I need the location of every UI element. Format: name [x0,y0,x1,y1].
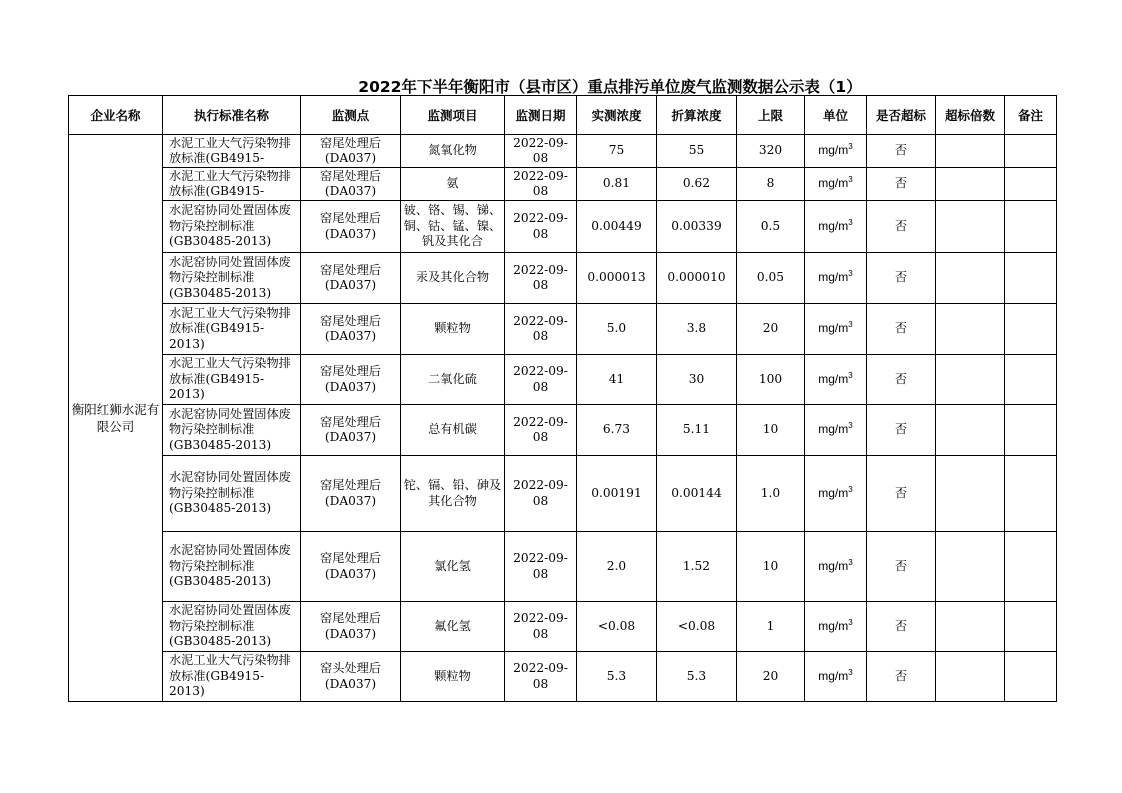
exceed-cell: 否 [867,456,936,532]
item-text: 铊、镉、铅、砷及其化合物 [403,478,502,508]
limit-cell: 8 [737,168,805,201]
unit-cell [805,253,867,304]
point-text: 窑尾处理后(DA037) [320,414,381,444]
item-cell [401,253,505,304]
date-cell: 2022-09-08 [505,168,577,201]
standard-text: 水泥窑协同处置固体废物污染控制标准(GB30485-2013) [169,406,291,452]
table-row [69,456,1057,532]
standard-cell [163,201,301,253]
limit-cell: 0.5 [737,201,805,253]
col-header-date: 监测日期 [505,96,577,135]
unit-text: mg/m [818,270,849,285]
limit-cell: 100 [737,355,805,405]
standard-text: 水泥窑协同处置固体废物污染控制标准(GB30485-2013) [169,203,291,249]
col-header-exceed: 是否超标 [867,96,936,135]
point-text: 窑头处理后(DA037) [320,661,381,691]
standard-cell [163,304,301,355]
standard-text: 水泥工业大气污染物排放标准(GB4915-2013) [169,305,291,351]
item-cell [401,168,505,201]
point-cell [301,405,401,456]
standard-text: 水泥窑协同处置固体废物污染控制标准(GB30485-2013) [169,603,291,649]
exceed-cell: 否 [867,602,936,652]
item-text: 氨 [446,176,459,191]
converted-cell: 30 [657,355,737,405]
unit-superscript: 3 [848,667,853,677]
col-header-measured: 实测浓度 [577,96,657,135]
item-text: 氯化氢 [434,558,471,573]
date-cell: 2022-09-08 [505,304,577,355]
col-header-standard: 执行标准名称 [163,96,301,135]
item-cell [401,456,505,532]
date-cell: 2022-09-08 [505,456,577,532]
limit-cell: 320 [737,135,805,168]
item-cell [401,135,505,168]
multiple-cell [936,405,1005,456]
standard-text: 水泥工业大气污染物排放标准(GB4915-2013) [169,356,291,402]
unit-superscript: 3 [848,269,853,279]
unit-superscript: 3 [848,421,853,431]
remark-cell [1005,253,1057,304]
unit-superscript: 3 [848,484,853,494]
unit-cell [805,602,867,652]
remark-cell [1005,456,1057,532]
company-name-cell: 衡阳红狮水泥有限公司 [69,135,163,702]
col-header-point: 监测点 [301,96,401,135]
unit-superscript: 3 [848,175,853,185]
date-cell: 2022-09-08 [505,201,577,253]
exceed-cell: 否 [867,355,936,405]
unit-superscript: 3 [848,320,853,330]
exceed-cell: 否 [867,168,936,201]
item-text: 汞及其化合物 [415,270,490,285]
exceed-cell: 否 [867,135,936,168]
item-text: 总有机碳 [428,422,477,437]
standard-text: 水泥工业大气污染物排放标准(GB4915- [169,135,291,165]
col-header-limit: 上限 [737,96,805,135]
standard-cell [163,602,301,652]
col-header-converted: 折算浓度 [657,96,737,135]
date-cell: 2022-09-08 [505,652,577,702]
item-text: 颗粒物 [434,668,471,683]
standard-text: 水泥工业大气污染物排放标准(GB4915-2013) [169,653,291,699]
item-cell [401,602,505,652]
standard-cell [163,253,301,304]
table-row [69,304,1057,355]
unit-superscript: 3 [848,557,853,567]
unit-text: mg/m [818,176,849,191]
point-cell [301,168,401,201]
table-row [69,652,1057,702]
item-cell [401,652,505,702]
item-text: 二氧化硫 [428,371,477,386]
remark-cell [1005,652,1057,702]
date-cell: 2022-09-08 [505,532,577,602]
standard-text: 水泥窑协同处置固体废物污染控制标准(GB30485-2013) [169,470,291,516]
converted-cell: <0.08 [657,602,737,652]
measured-cell: <0.08 [577,602,657,652]
unit-text: mg/m [818,668,849,683]
limit-cell: 20 [737,652,805,702]
multiple-cell [936,652,1005,702]
point-text: 窑尾处理后(DA037) [320,262,381,292]
multiple-cell [936,602,1005,652]
point-text: 窑尾处理后(DA037) [320,364,381,394]
date-cell: 2022-09-08 [505,135,577,168]
item-text: 氮氧化物 [428,143,477,158]
unit-cell [805,135,867,168]
date-cell: 2022-09-08 [505,602,577,652]
col-header-multiple: 超标倍数 [936,96,1005,135]
exceed-cell: 否 [867,652,936,702]
table-row [69,405,1057,456]
unit-text: mg/m [818,143,849,158]
unit-superscript: 3 [848,370,853,380]
converted-cell: 1.52 [657,532,737,602]
converted-cell: 0.00339 [657,201,737,253]
unit-superscript: 3 [848,217,853,227]
table-row [69,168,1057,201]
measured-cell: 41 [577,355,657,405]
date-cell: 2022-09-08 [505,253,577,304]
multiple-cell [936,135,1005,168]
exceed-cell: 否 [867,201,936,253]
converted-cell: 3.8 [657,304,737,355]
unit-cell [805,652,867,702]
measured-cell: 2.0 [577,532,657,602]
unit-superscript: 3 [848,142,853,152]
point-cell [301,135,401,168]
unit-text: mg/m [818,371,849,386]
point-cell [301,355,401,405]
page-title: 2022年下半年衡阳市（县市区）重点排污单位废气监测数据公示表（1） [358,78,862,96]
table-row [69,532,1057,602]
header-row [69,96,1057,135]
standard-text: 水泥窑协同处置固体废物污染控制标准(GB30485-2013) [169,543,291,589]
point-cell [301,602,401,652]
item-cell [401,405,505,456]
unit-cell [805,456,867,532]
measured-cell: 0.00449 [577,201,657,253]
measured-cell: 0.000013 [577,253,657,304]
multiple-cell [936,168,1005,201]
date-cell: 2022-09-08 [505,355,577,405]
converted-cell: 5.11 [657,405,737,456]
unit-text: mg/m [818,618,849,633]
standard-text: 水泥窑协同处置固体废物污染控制标准(GB30485-2013) [169,254,291,300]
multiple-cell [936,532,1005,602]
standard-cell [163,135,301,168]
converted-cell: 5.3 [657,652,737,702]
multiple-cell [936,355,1005,405]
item-cell [401,355,505,405]
measured-cell: 75 [577,135,657,168]
remark-cell [1005,168,1057,201]
exceed-cell: 否 [867,532,936,602]
multiple-cell [936,201,1005,253]
standard-cell [163,456,301,532]
converted-cell: 55 [657,135,737,168]
unit-cell [805,532,867,602]
point-text: 窑尾处理后(DA037) [320,211,381,241]
item-text: 氟化氢 [434,618,471,633]
col-header-company: 企业名称 [69,96,163,135]
point-cell [301,253,401,304]
converted-cell: 0.62 [657,168,737,201]
standard-cell [163,532,301,602]
table-row [69,201,1057,253]
limit-cell: 10 [737,405,805,456]
unit-text: mg/m [818,558,849,573]
limit-cell: 10 [737,532,805,602]
multiple-cell [936,304,1005,355]
point-text: 窑尾处理后(DA037) [320,135,381,165]
limit-cell: 0.05 [737,253,805,304]
unit-cell [805,168,867,201]
exceed-cell: 否 [867,253,936,304]
point-cell [301,532,401,602]
measured-cell: 5.3 [577,652,657,702]
point-text: 窑尾处理后(DA037) [320,478,381,508]
date-cell: 2022-09-08 [505,405,577,456]
measured-cell: 6.73 [577,405,657,456]
table-row [69,253,1057,304]
unit-superscript: 3 [848,617,853,627]
item-text: 铍、铬、锡、锑、铜、钴、锰、镍、钒及其化合 [403,203,502,249]
standard-cell [163,652,301,702]
point-text: 窑尾处理后(DA037) [320,313,381,343]
point-cell [301,652,401,702]
col-header-remark: 备注 [1005,96,1057,135]
monitoring-table [68,95,1057,702]
remark-cell [1005,405,1057,456]
unit-cell [805,201,867,253]
unit-text: mg/m [818,218,849,233]
measured-cell: 0.81 [577,168,657,201]
measured-cell: 0.00191 [577,456,657,532]
remark-cell [1005,135,1057,168]
limit-cell: 1.0 [737,456,805,532]
point-cell [301,456,401,532]
multiple-cell [936,456,1005,532]
table-row [69,602,1057,652]
point-cell [301,201,401,253]
point-text: 窑尾处理后(DA037) [320,611,381,641]
table-row [69,355,1057,405]
unit-text: mg/m [818,422,849,437]
remark-cell [1005,201,1057,253]
remark-cell [1005,602,1057,652]
unit-text: mg/m [818,321,849,336]
exceed-cell: 否 [867,304,936,355]
item-cell [401,201,505,253]
unit-cell [805,405,867,456]
unit-cell [805,355,867,405]
limit-cell: 1 [737,602,805,652]
standard-text: 水泥工业大气污染物排放标准(GB4915- [169,168,291,198]
table-row [69,135,1057,168]
point-cell [301,304,401,355]
point-text: 窑尾处理后(DA037) [320,551,381,581]
remark-cell [1005,532,1057,602]
standard-cell [163,355,301,405]
item-cell [401,304,505,355]
item-cell [401,532,505,602]
converted-cell: 0.000010 [657,253,737,304]
standard-cell [163,405,301,456]
remark-cell [1005,304,1057,355]
standard-cell [163,168,301,201]
unit-cell [805,304,867,355]
item-text: 颗粒物 [434,321,471,336]
multiple-cell [936,253,1005,304]
limit-cell: 20 [737,304,805,355]
converted-cell: 0.00144 [657,456,737,532]
col-header-unit: 单位 [805,96,867,135]
point-text: 窑尾处理后(DA037) [320,168,381,198]
remark-cell [1005,355,1057,405]
measured-cell: 5.0 [577,304,657,355]
col-header-item: 监测项目 [401,96,505,135]
exceed-cell: 否 [867,405,936,456]
unit-text: mg/m [818,485,849,500]
